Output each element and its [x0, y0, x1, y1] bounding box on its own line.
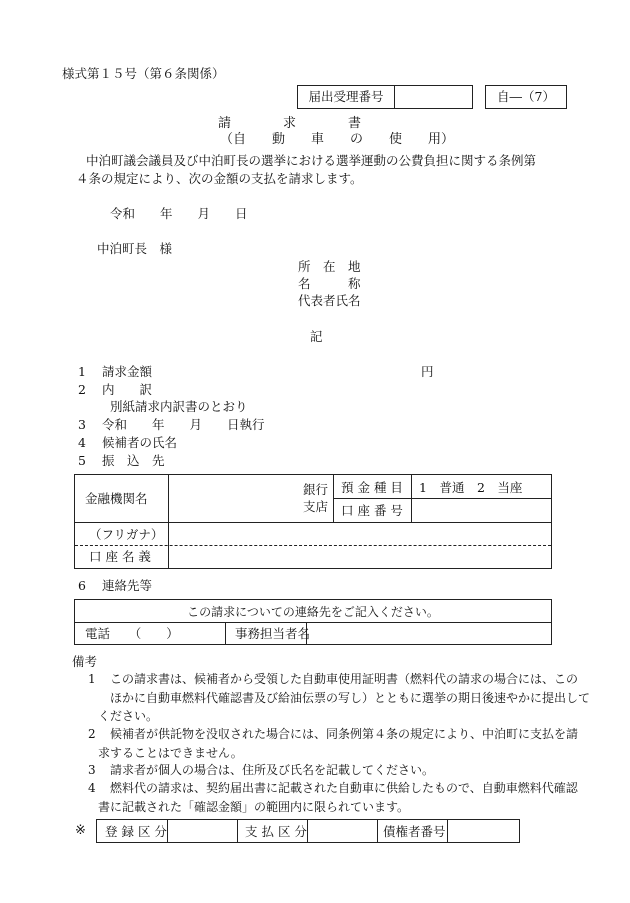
item-1-unit: 円 — [421, 364, 434, 379]
institution-label: 金融機関名 — [85, 491, 148, 506]
branch-suffix: 支店 — [303, 499, 329, 514]
remark-2: 候補者が供託物を没収された場合には、同条例第４条の規定により、中泊町に支払を請 求することはできません。 — [98, 727, 579, 760]
intro-line-2: ４条の規定により、次の金額の支払を請求します。 — [76, 171, 363, 186]
registration-class-label: 登 録 区 分 — [105, 824, 167, 839]
remark-3: 請求者が個人の場合は、住所及び氏名を記載してください。 — [110, 763, 435, 777]
item-2-number: 2 — [78, 382, 86, 397]
deposit-type-label: 預 金 種 目 — [341, 480, 403, 495]
deposit-type-options[interactable]: 1 普通 2 当座 — [419, 480, 523, 495]
phone-field[interactable]: 電話 （ ） — [85, 626, 179, 641]
furigana-label: （フリガナ） — [89, 527, 164, 542]
account-name-label: 口 座 名 義 — [89, 549, 151, 564]
form-number: 様式第１５号（第６条関係） — [62, 66, 225, 81]
remark-1-number: 1 — [88, 672, 96, 686]
document-title: 請 求 書 — [218, 116, 362, 131]
claimant-name-label: 名 称 — [298, 276, 361, 291]
contact-table — [74, 599, 552, 645]
item-4-candidate-name: 候補者の氏名 — [102, 435, 178, 450]
receipt-number-label: 届出受理番号 — [298, 86, 395, 108]
remark-4: 燃料代の請求は、契約届出書に記載された自動車に供給したもので、自動車燃料代確認 書に記載された「確認金額」の範囲内に限られています。 — [98, 781, 578, 814]
payment-class-label: 支 払 区 分 — [245, 824, 307, 839]
receipt-number-box — [297, 85, 473, 109]
item-4-number: 4 — [78, 435, 86, 450]
item-3-election-date: 令和 年 月 日執行 — [102, 417, 265, 432]
account-name-field[interactable] — [170, 547, 550, 567]
receipt-number-field[interactable] — [395, 86, 471, 108]
bank-suffix: 銀行 — [303, 482, 329, 497]
account-number-field[interactable] — [413, 500, 549, 521]
office-use-mark: ※ — [75, 823, 86, 838]
item-5-transfer-destination: 振 込 先 — [102, 453, 165, 468]
document-subtitle: （自 動 車 の 使 用） — [220, 132, 455, 147]
creditor-number-label: 債権者番号 — [383, 824, 446, 839]
account-number-label: 口 座 番 号 — [341, 503, 403, 518]
bank-table — [74, 474, 552, 569]
item-1-number: 1 — [78, 364, 86, 379]
claimant-address-label: 所 在 地 — [298, 259, 361, 274]
remarks-heading: 備考 — [72, 654, 98, 669]
staff-name-label: 事務担当者名 — [235, 626, 311, 641]
contact-request-text: この請求についての連絡先をご記入ください。 — [187, 605, 439, 619]
intro-line-1: 中泊町議会議員及び中泊町長の選挙における選挙運動の公費負担に関する条例第 — [86, 153, 537, 168]
remark-3-number: 3 — [88, 763, 96, 777]
item-1-claim-amount: 請求金額 — [102, 364, 153, 379]
claimant-representative-label: 代表者氏名 — [298, 293, 361, 308]
item-2-detail: 別紙請求内訳書のとおり — [110, 399, 248, 414]
remark-1: この請求書は、候補者から受領した自動車使用証明書（燃料代の請求の場合には、この ほかに自動車燃料代確認書及び給油伝票の写し）とともに選挙の期日後速やかに提出して ください。 — [98, 672, 591, 724]
office-use-table — [96, 819, 520, 843]
ki-heading: 記 — [310, 329, 323, 344]
contact-heading: 連絡先等 — [102, 578, 153, 593]
remark-4-number: 4 — [88, 781, 96, 795]
remark-2-number: 2 — [88, 727, 96, 741]
date-line[interactable]: 令和 年 月 日 — [110, 206, 248, 221]
item-3-number: 3 — [78, 417, 86, 432]
addressee: 中泊町長 様 — [97, 241, 173, 256]
item-2-breakdown: 内 訳 — [102, 382, 153, 397]
contact-heading-number: 6 — [78, 578, 86, 593]
staff-name-field[interactable] — [308, 623, 550, 644]
furigana-field[interactable] — [170, 524, 550, 544]
form-code: 自―（7） — [485, 85, 567, 109]
item-5-number: 5 — [78, 453, 86, 468]
